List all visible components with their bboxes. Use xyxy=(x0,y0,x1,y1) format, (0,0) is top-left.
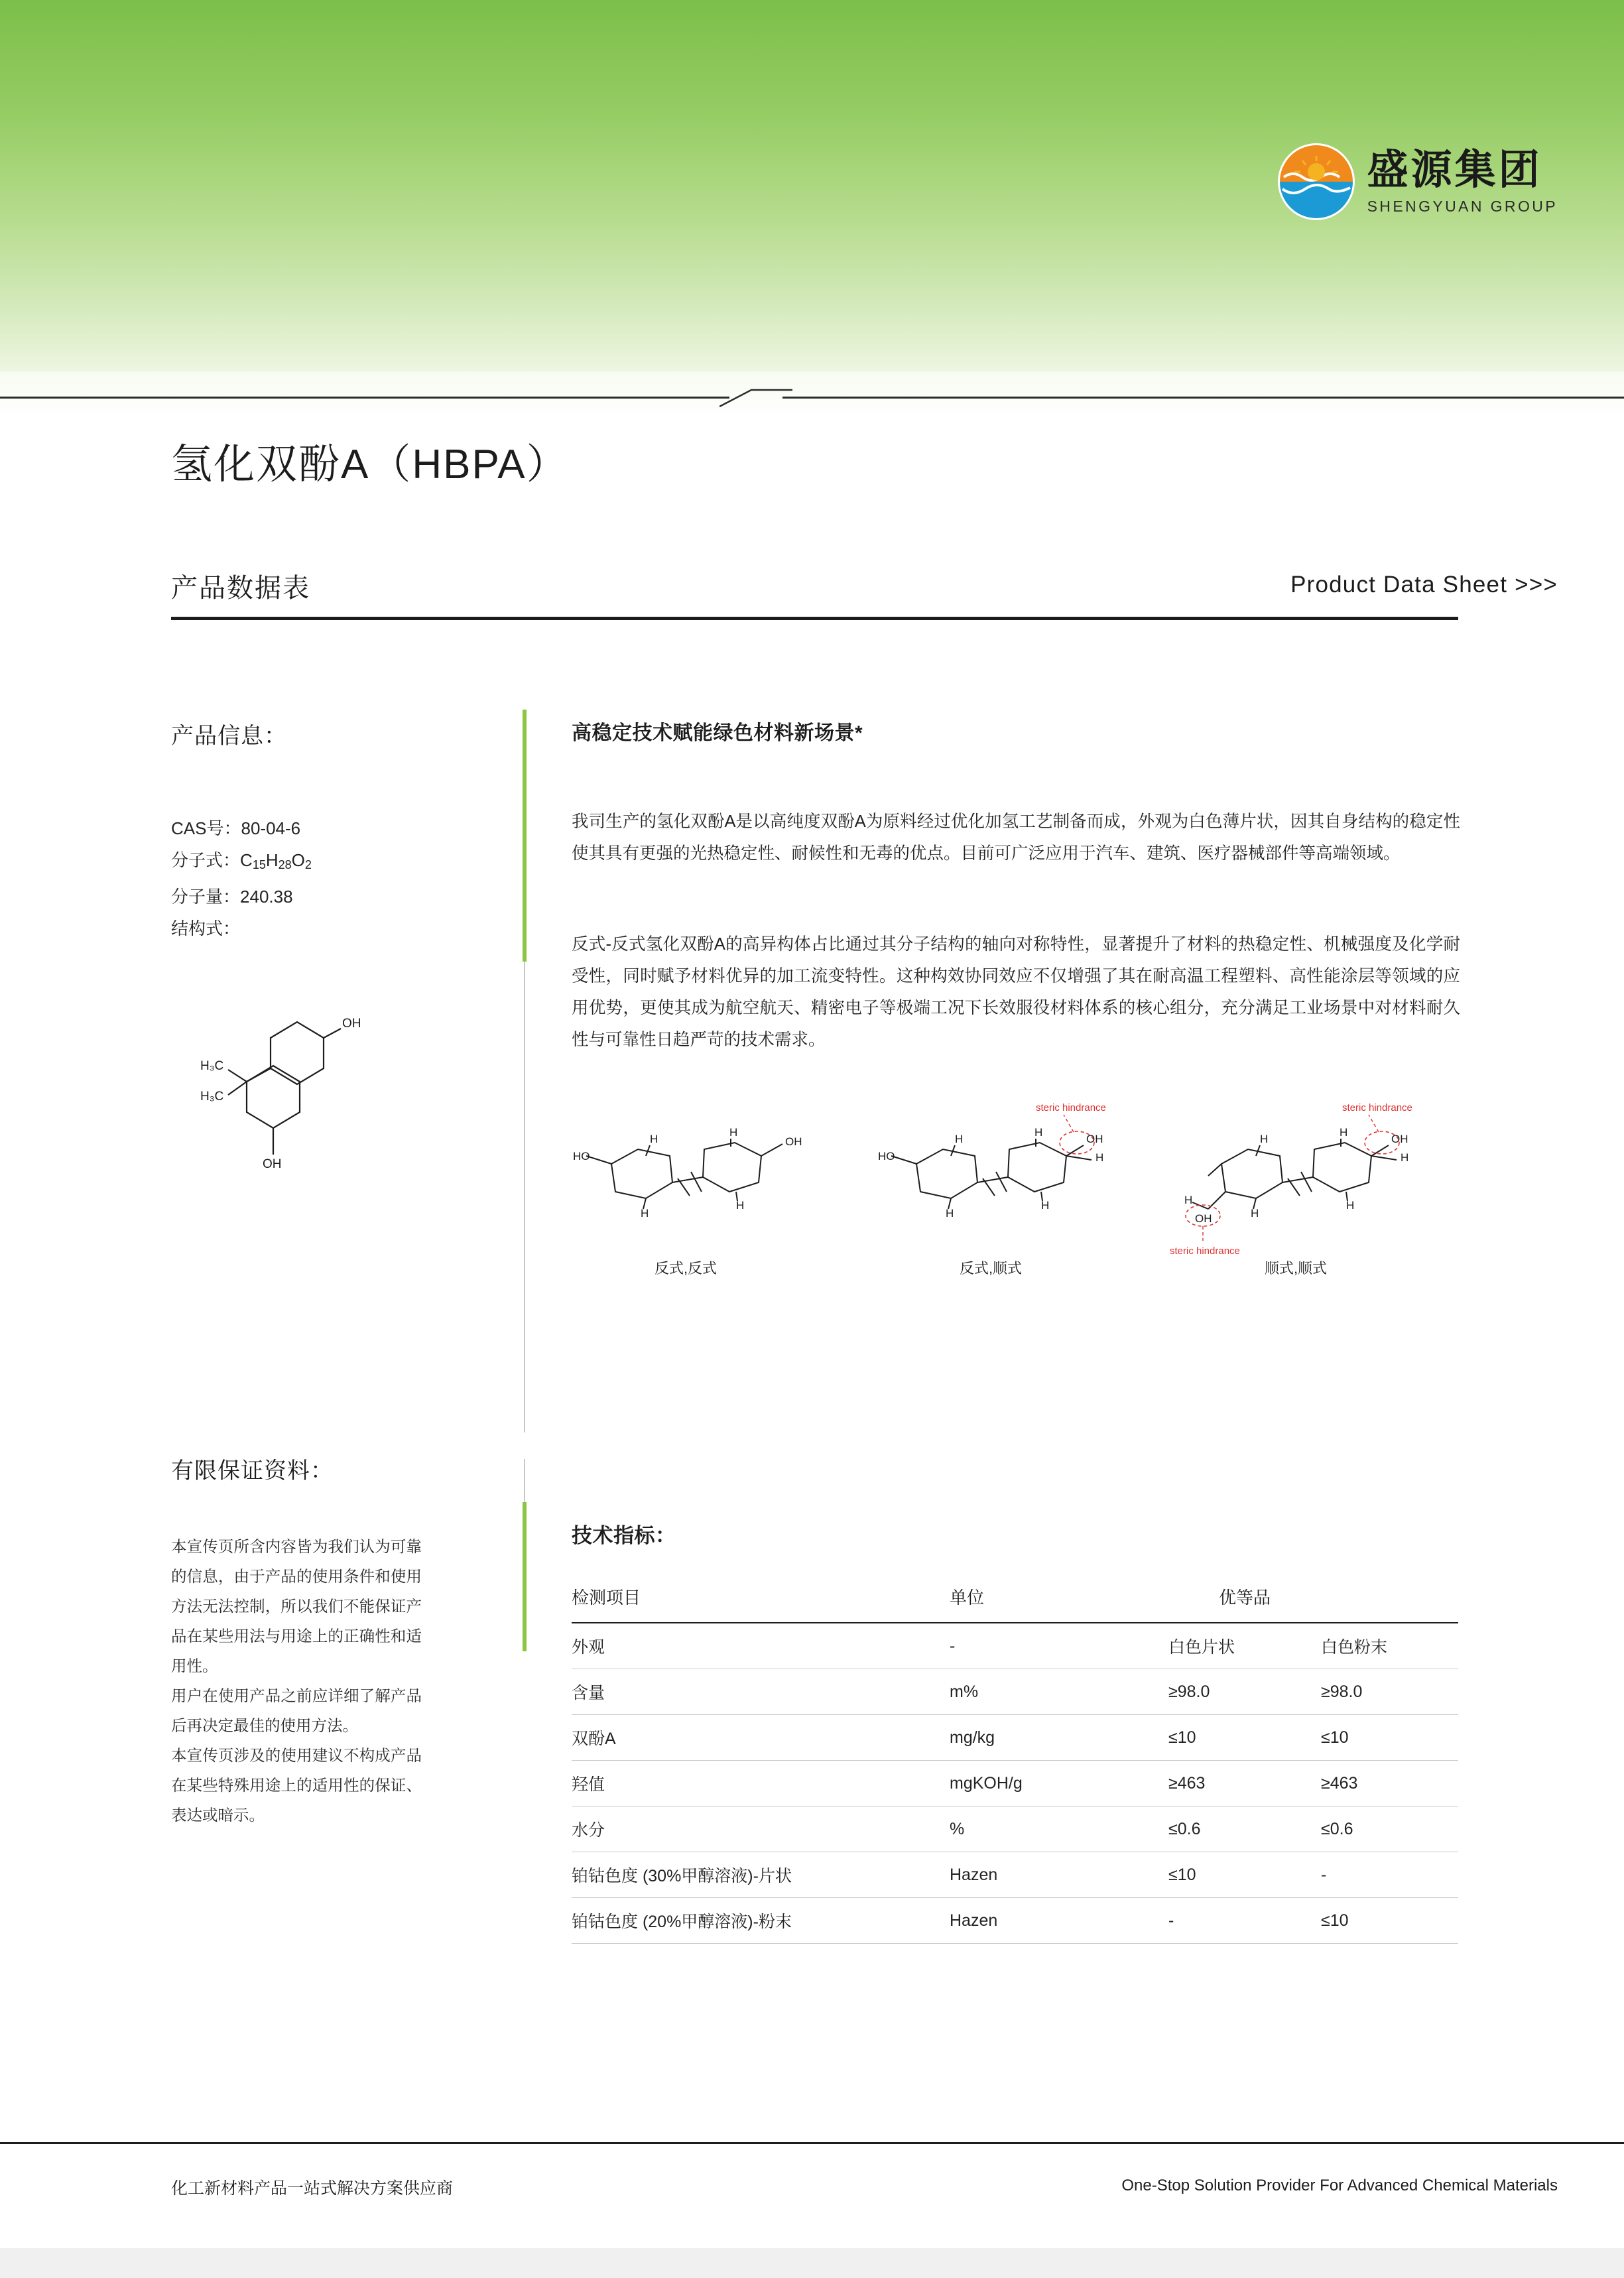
svg-text:H: H xyxy=(729,1126,738,1139)
spec-unit: Hazen xyxy=(950,1852,1168,1898)
title-rule-right xyxy=(782,397,1624,399)
spec-grade1: - xyxy=(1168,1898,1321,1944)
spec-item: 双酚A xyxy=(572,1715,950,1761)
svg-text:H: H xyxy=(641,1207,649,1220)
structure-oh-bottom: OH xyxy=(263,1157,282,1171)
lead-heading: 高稳定技术赋能绿色材料新场景* xyxy=(572,722,863,744)
formula-h: H xyxy=(265,850,279,870)
isomer-caption-1: 反式,反式 xyxy=(654,1260,718,1277)
svg-text:OH: OH xyxy=(785,1135,802,1148)
spec-grade2: - xyxy=(1321,1852,1458,1898)
spec-grade1: 白色片状 xyxy=(1168,1623,1321,1669)
steric-hindrance-label-1: steric hindrance xyxy=(1036,1102,1106,1113)
spec-grade2: ≤10 xyxy=(1321,1898,1458,1944)
logo-english-name: SHENGYUAN GROUP xyxy=(1367,197,1558,215)
spec-grade2: 白色粉末 xyxy=(1321,1623,1458,1669)
title-rule-left xyxy=(0,397,729,399)
spec-grade1: ≤0.6 xyxy=(1168,1806,1321,1852)
table-row xyxy=(572,1761,1458,1806)
svg-text:H: H xyxy=(1251,1207,1259,1220)
svg-text:H: H xyxy=(1095,1151,1104,1164)
spec-col-unit: 单位 xyxy=(950,1588,985,1608)
spec-unit: - xyxy=(950,1623,1168,1669)
svg-text:OH: OH xyxy=(1195,1212,1212,1225)
isomer-diagram-group xyxy=(572,1098,1460,1323)
product-info-list xyxy=(171,812,516,944)
subtitle-underline xyxy=(171,617,1458,620)
spec-item: 羟值 xyxy=(572,1761,950,1806)
footer-rule xyxy=(0,2142,1624,2144)
spec-unit: mg/kg xyxy=(950,1715,1168,1761)
spec-grade2: ≤10 xyxy=(1321,1715,1458,1761)
svg-text:H: H xyxy=(736,1199,745,1212)
spec-unit: m% xyxy=(950,1669,1168,1715)
spec-col-grade2 xyxy=(1321,1575,1458,1623)
spec-grade1: ≥463 xyxy=(1168,1761,1321,1806)
svg-text:H: H xyxy=(1401,1151,1409,1164)
accent-bar-upper xyxy=(523,710,527,962)
accent-bar-lower xyxy=(523,1502,527,1651)
mw-label: 分子量 xyxy=(171,887,223,907)
isomer-caption-2: 反式,顺式 xyxy=(959,1260,1023,1277)
mw-value: 240.38 xyxy=(240,887,293,907)
formula-h-count: 28 xyxy=(278,858,292,871)
spec-unit: mgKOH/g xyxy=(950,1761,1168,1806)
spec-table-header-row xyxy=(572,1575,1458,1623)
spec-unit: Hazen xyxy=(950,1898,1168,1944)
spec-grade1: ≤10 xyxy=(1168,1852,1321,1898)
table-row xyxy=(572,1669,1458,1715)
formula-o-count: 2 xyxy=(304,858,312,871)
logo-chinese-name: 盛源集团 xyxy=(1367,147,1542,193)
spec-unit: % xyxy=(950,1806,1168,1852)
structure-ch3-a: H₃C xyxy=(200,1059,224,1073)
spec-heading: 技术指标： xyxy=(572,1524,676,1547)
structure-label: 结构式： xyxy=(171,918,241,938)
footer-band xyxy=(0,2248,1624,2278)
spec-grade2: ≤0.6 xyxy=(1321,1806,1458,1852)
svg-text:H: H xyxy=(1260,1133,1269,1145)
cas-value: 80-04-6 xyxy=(241,818,301,838)
formula-c: C xyxy=(240,850,253,870)
sun-wave-logo-icon xyxy=(1277,143,1355,221)
product-info-heading: 产品信息： xyxy=(171,724,287,749)
table-row xyxy=(572,1623,1458,1669)
disclaimer-paragraph-1: 本宣传页所含内容皆为我们认为可靠的信息，由于产品的使用条件和使用方法无法控制，所以我们不能保证产品在某些用法与用途上的正确性和适用性。 xyxy=(171,1538,422,1675)
spec-item: 铂钴色度 (20%甲醇溶液)-粉末 xyxy=(572,1898,950,1944)
cas-row: CAS号：80-04-6 xyxy=(171,818,301,838)
disclaimer-paragraph-2: 用户在使用产品之前应详细了解产品后再决定最佳的使用方法。 xyxy=(171,1687,422,1734)
spec-col-item: 检测项目 xyxy=(572,1588,641,1608)
spec-item: 含量 xyxy=(572,1669,950,1715)
formula-c-count: 15 xyxy=(252,858,266,871)
svg-text:HO: HO xyxy=(878,1150,895,1163)
spec-grade1: ≤10 xyxy=(1168,1715,1321,1761)
subtitle-chinese: 产品数据表 xyxy=(171,574,310,603)
isomer-caption-3: 顺式,顺式 xyxy=(1264,1260,1328,1277)
svg-text:OH: OH xyxy=(1391,1133,1408,1145)
spec-item: 水分 xyxy=(572,1806,950,1852)
molecular-weight-row: 分子量：240.38 xyxy=(171,887,293,907)
formula-label: 分子式 xyxy=(171,850,223,870)
structure-diagram xyxy=(164,965,469,1234)
spec-table xyxy=(572,1575,1458,1944)
spec-col-grade1: 优等品 xyxy=(1218,1588,1271,1608)
svg-text:H: H xyxy=(650,1133,658,1145)
svg-text:H: H xyxy=(1184,1194,1193,1206)
company-logo xyxy=(1277,143,1558,221)
footer-text-chinese: 化工新材料产品一站式解决方案供应商 xyxy=(171,2179,454,2198)
formula-row: 分子式：$C_{15}H_{28}O_2$ xyxy=(171,850,312,871)
spec-item: 外观 xyxy=(572,1623,950,1669)
footer-text-english: One-Stop Solution Provider For Advanced Chemical Materials xyxy=(1121,2177,1558,2194)
steric-hindrance-label-3: steric hindrance xyxy=(1170,1245,1240,1257)
structure-oh-top: OH xyxy=(342,1017,361,1031)
spec-grade2: ≥463 xyxy=(1321,1761,1458,1806)
header-fade xyxy=(0,371,1624,418)
svg-text:H: H xyxy=(1041,1199,1050,1212)
table-row xyxy=(572,1898,1458,1944)
steric-hindrance-label-2: steric hindrance xyxy=(1342,1102,1412,1113)
spec-grade2: ≥98.0 xyxy=(1321,1669,1458,1715)
logo-text xyxy=(1367,147,1558,215)
table-row xyxy=(572,1806,1458,1852)
svg-text:H: H xyxy=(1340,1126,1348,1139)
page-title: 氢化双酚A（HBPA） xyxy=(171,442,569,487)
disclaimer-text xyxy=(171,1532,422,1830)
svg-text:OH: OH xyxy=(1086,1133,1103,1145)
table-row xyxy=(572,1715,1458,1761)
body-paragraph-1: 我司生产的氢化双酚A是以高纯度双酚A为原料经过优化加氢工艺制备而成，外观为白色薄片状，因其自身结构的稳定性使其具有更强的光热稳定性、耐候性和无毒的优点。目前可广泛应用于汽车、建筑、医疗器械部件等高端领域。 xyxy=(572,812,1460,863)
svg-text:H: H xyxy=(1346,1199,1355,1212)
svg-text:H: H xyxy=(955,1133,964,1145)
cas-label: CAS号 xyxy=(171,818,224,838)
body-paragraph-2: 反式-反式氢化双酚A的高异构体占比通过其分子结构的轴向对称特性，显著提升了材料的热稳定性、机械强度及化学耐受性，同时赋予材料优异的加工流变特性。这种构效协同效应不仅增强了其在耐高温工程塑料、高性能涂层等领域的应用优势，更使其成为航空航天、精密电子等极端工况下长效服役材料体系的核心组分，充分满足工业场景中对材料耐久性与可靠性日趋严苛的技术需求。 xyxy=(572,935,1460,1049)
table-row xyxy=(572,1852,1458,1898)
svg-text:HO: HO xyxy=(573,1150,590,1163)
subtitle-english: Product Data Sheet >>> xyxy=(1290,572,1558,598)
svg-text:H: H xyxy=(946,1207,954,1220)
title-rule-diagonal xyxy=(719,389,792,409)
structure-ch3-b: H₃C xyxy=(200,1090,224,1104)
formula-o: O xyxy=(291,850,305,870)
spec-grade1: ≥98.0 xyxy=(1168,1669,1321,1715)
spec-item: 铂钴色度 (30%甲醇溶液)-片状 xyxy=(572,1852,950,1898)
disclaimer-paragraph-3: 本宣传页涉及的使用建议不构成产品在某些特殊用途上的适用性的保证、表达或暗示。 xyxy=(171,1747,422,1824)
warranty-heading: 有限保证资料： xyxy=(171,1458,334,1484)
svg-text:H: H xyxy=(1034,1126,1043,1139)
